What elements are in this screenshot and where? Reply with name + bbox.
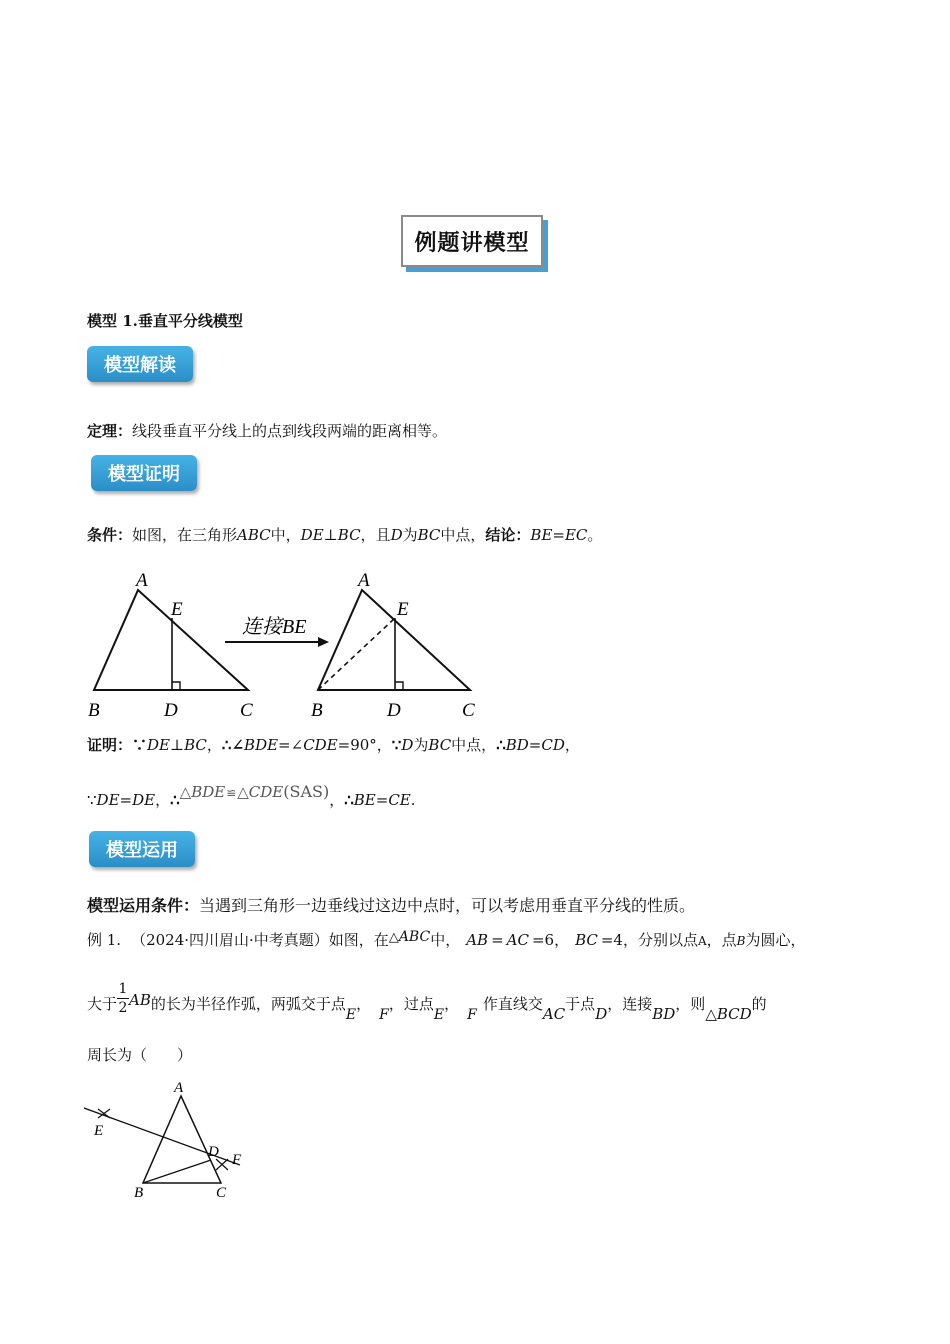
example-line-3: 周长为（ ）	[87, 1046, 193, 1064]
proof-90: =90°，	[337, 736, 392, 754]
proof-congruent: ≌	[226, 786, 237, 800]
left-label-c: C	[240, 700, 253, 721]
proof-comma-2: ，	[564, 736, 580, 754]
proof-bc2: BC	[428, 736, 452, 754]
example-daoyu: 大于	[87, 995, 118, 1013]
figure-perpendicular-bisector	[85, 565, 485, 723]
right-label-b: B	[311, 700, 323, 721]
proof-sas: (SAS)	[283, 782, 330, 801]
proof-bc: BC	[184, 736, 207, 754]
condition-text-3: ，且	[360, 526, 391, 544]
proof-triangle-1: △	[179, 783, 192, 801]
fig2-label-e: E	[94, 1123, 104, 1139]
example-comma-2: ，	[444, 995, 460, 1013]
right-triangle	[318, 590, 470, 690]
proof-wei: 为	[413, 736, 429, 754]
therefore-4: ∴	[344, 791, 354, 809]
example-text-4: 的长为半径作弧，两弧交于点	[150, 995, 346, 1013]
proof-tri-cde: CDE	[248, 783, 284, 801]
proof-comma-4: ，	[329, 791, 345, 809]
example-point-e: E	[345, 1007, 357, 1023]
condition-line	[87, 525, 602, 545]
right-dashed-be	[318, 618, 395, 690]
example-point-a: A	[697, 934, 707, 948]
example-triangle-symbol: △	[388, 930, 399, 945]
proof-de-de: DE=DE	[96, 791, 156, 809]
example-point-d: D	[595, 1005, 608, 1023]
theorem-line	[87, 421, 447, 441]
therefore-3: ∴	[170, 791, 180, 809]
example-text-9: ，则	[675, 995, 706, 1013]
segment-bd	[143, 1160, 211, 1183]
example-ab: AB	[466, 931, 489, 949]
fig2-label-c: C	[216, 1185, 227, 1201]
conclusion-end: 。	[587, 526, 603, 544]
fig2-label-f: F	[232, 1152, 242, 1168]
fraction-denominator: 2	[118, 1000, 128, 1016]
fig2-label-b: B	[134, 1185, 144, 1201]
conclusion-label: 结论：	[485, 526, 531, 544]
therefore-2: ∴	[496, 736, 506, 754]
proof-midpoint: 中点，	[451, 736, 497, 754]
proof-comma-3: ，	[155, 791, 171, 809]
example-text-1: 中，	[430, 931, 461, 949]
right-label-d: D	[387, 700, 401, 721]
proof-perp: ⊥	[170, 736, 185, 754]
example-text-2: ，点	[706, 931, 737, 949]
condition-bc2: BC	[417, 526, 441, 544]
proof-bde: BDE	[244, 736, 279, 754]
section-title: 例题讲模型	[401, 215, 543, 267]
therefore-1: ∴∠	[221, 736, 245, 754]
right-right-angle	[395, 682, 403, 690]
condition-d: D	[390, 526, 403, 544]
condition-perp: ⊥	[323, 526, 338, 544]
condition-bc: BC	[337, 526, 361, 544]
conclusion-text: BE=EC	[530, 526, 588, 544]
example-bcd: BCD	[716, 1005, 752, 1023]
proof-tri-bde: BDE	[191, 783, 226, 801]
application-condition-text: 当遇到三角形一边垂线过这边中点时，可以考虑用垂直平分线的性质。	[199, 896, 696, 915]
theorem-text: 线段垂直平分线上的点到线段两端的距离相等。	[132, 422, 448, 440]
example-text-3: 为圆心，	[745, 931, 806, 949]
example-comma-1: ，	[356, 995, 372, 1013]
example-ac: AC	[506, 931, 529, 949]
model-heading: 模型 1.垂直平分线模型	[87, 312, 243, 330]
example-eq-4: =4，分别以点	[600, 931, 698, 949]
condition-text-2: 中，	[270, 526, 301, 544]
condition-label: 条件：	[87, 526, 133, 544]
proof-d: D	[401, 736, 414, 754]
condition-text-1: 如图，在三角形	[132, 526, 238, 544]
tag-model-application: 模型运用	[89, 831, 195, 867]
example-point-f: F	[379, 1007, 389, 1023]
condition-text-5: 中点，	[440, 526, 486, 544]
proof-line-2	[87, 782, 416, 814]
example-point-b: B	[736, 934, 746, 948]
example-triangle-symbol-2: △	[705, 1005, 717, 1023]
right-label-e: E	[397, 599, 409, 620]
arc-mark-f	[216, 1159, 228, 1170]
left-label-b: B	[88, 700, 100, 721]
condition-abc: ABC	[237, 526, 271, 544]
proof-cde: CDE	[303, 736, 338, 754]
right-label-c: C	[462, 700, 475, 721]
example-ab-2: AB	[129, 991, 151, 1009]
fig2-label-a: A	[174, 1080, 184, 1096]
proof-be-ce: BE=CE.	[353, 791, 416, 809]
example-ac-2: AC	[542, 1005, 566, 1023]
left-label-a: A	[136, 570, 148, 591]
example-fraction	[117, 980, 129, 1017]
example-text-5: ，过点	[388, 995, 434, 1013]
application-condition-line	[87, 896, 695, 916]
proof-label: 证明：	[87, 736, 133, 754]
example-line-2	[87, 980, 767, 1024]
proof-comma-1: ，	[206, 736, 222, 754]
proof-de: DE	[147, 736, 171, 754]
example-text-7: 于点	[565, 995, 596, 1013]
fraction-numerator: 1	[118, 981, 128, 997]
example-number: 例 1.	[87, 931, 122, 949]
condition-text-4: 为	[402, 526, 418, 544]
fig2-label-d: D	[208, 1144, 219, 1160]
because-3: ∵	[87, 791, 97, 809]
theorem-label: 定理：	[87, 422, 133, 440]
because-2: ∵	[391, 736, 402, 754]
figure-example-1	[84, 1078, 254, 1203]
condition-de: DE	[300, 526, 324, 544]
example-text-6: 作直线交	[482, 995, 543, 1013]
right-label-a: A	[358, 570, 370, 591]
proof-line-1	[87, 735, 580, 755]
arrow-head	[318, 637, 329, 647]
example-source: （2024·四川眉山·中考真题）如图，在	[131, 931, 389, 949]
because-1: ∵	[132, 736, 148, 754]
example-text-8: ，连接	[607, 995, 653, 1013]
proof-bd-cd: BD=CD	[505, 736, 565, 754]
left-right-angle	[172, 682, 180, 690]
proof-triangle-2: △	[237, 783, 249, 801]
example-bc: BC	[575, 931, 598, 949]
example-abc: ABC	[398, 929, 431, 945]
tag-model-proof: 模型证明	[91, 455, 197, 491]
tag-model-interpret: 模型解读	[87, 346, 193, 382]
example-line-1	[87, 930, 806, 952]
application-condition-label: 模型运用条件：	[87, 896, 200, 915]
example-point-e-2: E	[433, 1007, 445, 1023]
example-point-f-2: F	[467, 1007, 477, 1023]
example-eq-1: =	[491, 931, 504, 949]
left-label-d: D	[164, 700, 178, 721]
left-label-e: E	[171, 599, 183, 620]
example-eq-6: =6，	[531, 931, 570, 949]
proof-eq-angle: =∠	[278, 736, 304, 754]
example-bd: BD	[652, 1005, 676, 1023]
arrow-label: 连接BE	[242, 616, 307, 638]
example-text-10: 的	[751, 995, 767, 1013]
